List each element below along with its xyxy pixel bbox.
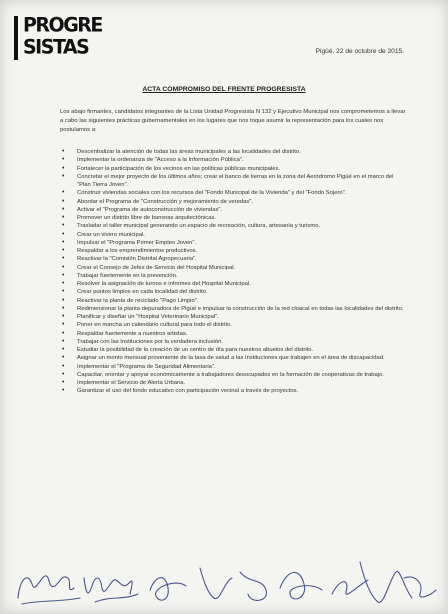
intro-paragraph: Los abajo firmantes, candidatos integrantes de la Lista Unidad Progresista N 132 y Ejecutivo Municipal nos comprometemos a llevar a cabo las siguientes prácticas gubernamentales en los lugares que nos toque asumir la representación para los cuales nos postulamos a:	[60, 109, 406, 134]
commitment-list	[60, 148, 408, 396]
list-item: • Trabajar fuertemente en la prevención.	[60, 272, 408, 280]
list-item: • Respaldar a los emprendimientos productivos.	[60, 247, 408, 255]
list-item: • Asignar un monto mensual proveniente de la tasa de salud a las Instituciones que trabajen en el área de discapacidad.	[60, 354, 408, 362]
list-item: • Implementar el "Programa de Seguridad Alimentaria".	[60, 363, 408, 371]
list-item: • Reactivar la "Comisión Distrital Agropecuaria".	[60, 255, 408, 263]
list-item: • Estudiar la posibilidad de la creación de un centro de día para nuestros abuelos del distrito.	[60, 346, 408, 354]
signatures	[0, 538, 448, 614]
list-item: • Promover un distrito libre de barreras arquitectónicas.	[60, 214, 408, 222]
list-item: • Crear un vivero municipal.	[60, 231, 408, 239]
list-item: • Reactivar la planta de reciclado "Pago Limpio".	[60, 297, 408, 305]
logo-line-2: SISTAS	[23, 35, 89, 59]
list-item: • Impulsar el "Programa Primer Empleo Joven".	[60, 239, 408, 247]
list-item: • Descentralizar la atención de todas las áreas municipales a las localidades del distrito.	[60, 148, 408, 156]
list-item: • Garantizar el uso del fondo educativo con participación vecinal a través de proyectos.	[60, 387, 408, 395]
list-item: • Trasladar el taller municipal generando un espacio de recreación, cultura, artesanía y turismo.	[60, 222, 408, 230]
list-item: • Implementar el Servicio de Alerta Urbana.	[60, 379, 408, 387]
logo-bar	[14, 16, 18, 60]
list-item: • Abordar el Programa de "Construcción y mejoramiento de veredas".	[60, 198, 408, 206]
list-item: • Crear el Consejo de Jefes de Servicio del Hospital Municipal.	[60, 264, 408, 272]
list-item: • Trabajar con las Instituciones por la verdadera inclusión.	[60, 338, 408, 346]
list-item: • Redimensionar la planta depuradora de Pigüé e impulsar la construcción de la red cloacal en todas las localidades del distrito.	[60, 305, 408, 313]
list-item: • Activar el "Programa de autoconstrucción de viviendas".	[60, 206, 408, 214]
progresistas-logo	[14, 14, 106, 62]
list-item: • Poner en marcha un calendario cultural para todo el distrito.	[60, 321, 408, 329]
document-title: ACTA COMPROMISO DEL FRENTE PROGRESISTA	[142, 86, 306, 93]
document-date: Pigüé, 22 de octubre de 2015.	[315, 48, 404, 55]
list-item: • Construir viviendas sociales con los recursos del "Fondo Municipal de la Vivienda" y del "Fondo Sojero".	[60, 189, 408, 197]
list-item: • Implementar la ordenanza de "Acceso a la Información Pública".	[60, 156, 408, 164]
list-item: • Respaldar fuertemente a nuestros artistas.	[60, 330, 408, 338]
list-item: • Planificar y diseñar un "Hospital Veterinario Municipal".	[60, 313, 408, 321]
list-item: • Capacitar, orientar y apoyar económicamente a trabajadores desocupados en la formación de cooperativas de trabajo.	[60, 371, 408, 379]
list-item: • Concretar el mejor proyecto de los últimos años; crear el banco de tierras en la zona del Aeródromo Pigüé en el marco del "Plan Tierra Joven".	[60, 173, 408, 190]
list-item: • Crear puntos limpios en cada localidad del distrito.	[60, 288, 408, 296]
list-item: • Fortalecer la participación de los vecinos en las políticas públicas municipales.	[60, 165, 408, 173]
list-item: • Resolver la asignación de turnos e informes del Hospital Municipal.	[60, 280, 408, 288]
logo-line-1: PROGRE	[23, 13, 102, 37]
